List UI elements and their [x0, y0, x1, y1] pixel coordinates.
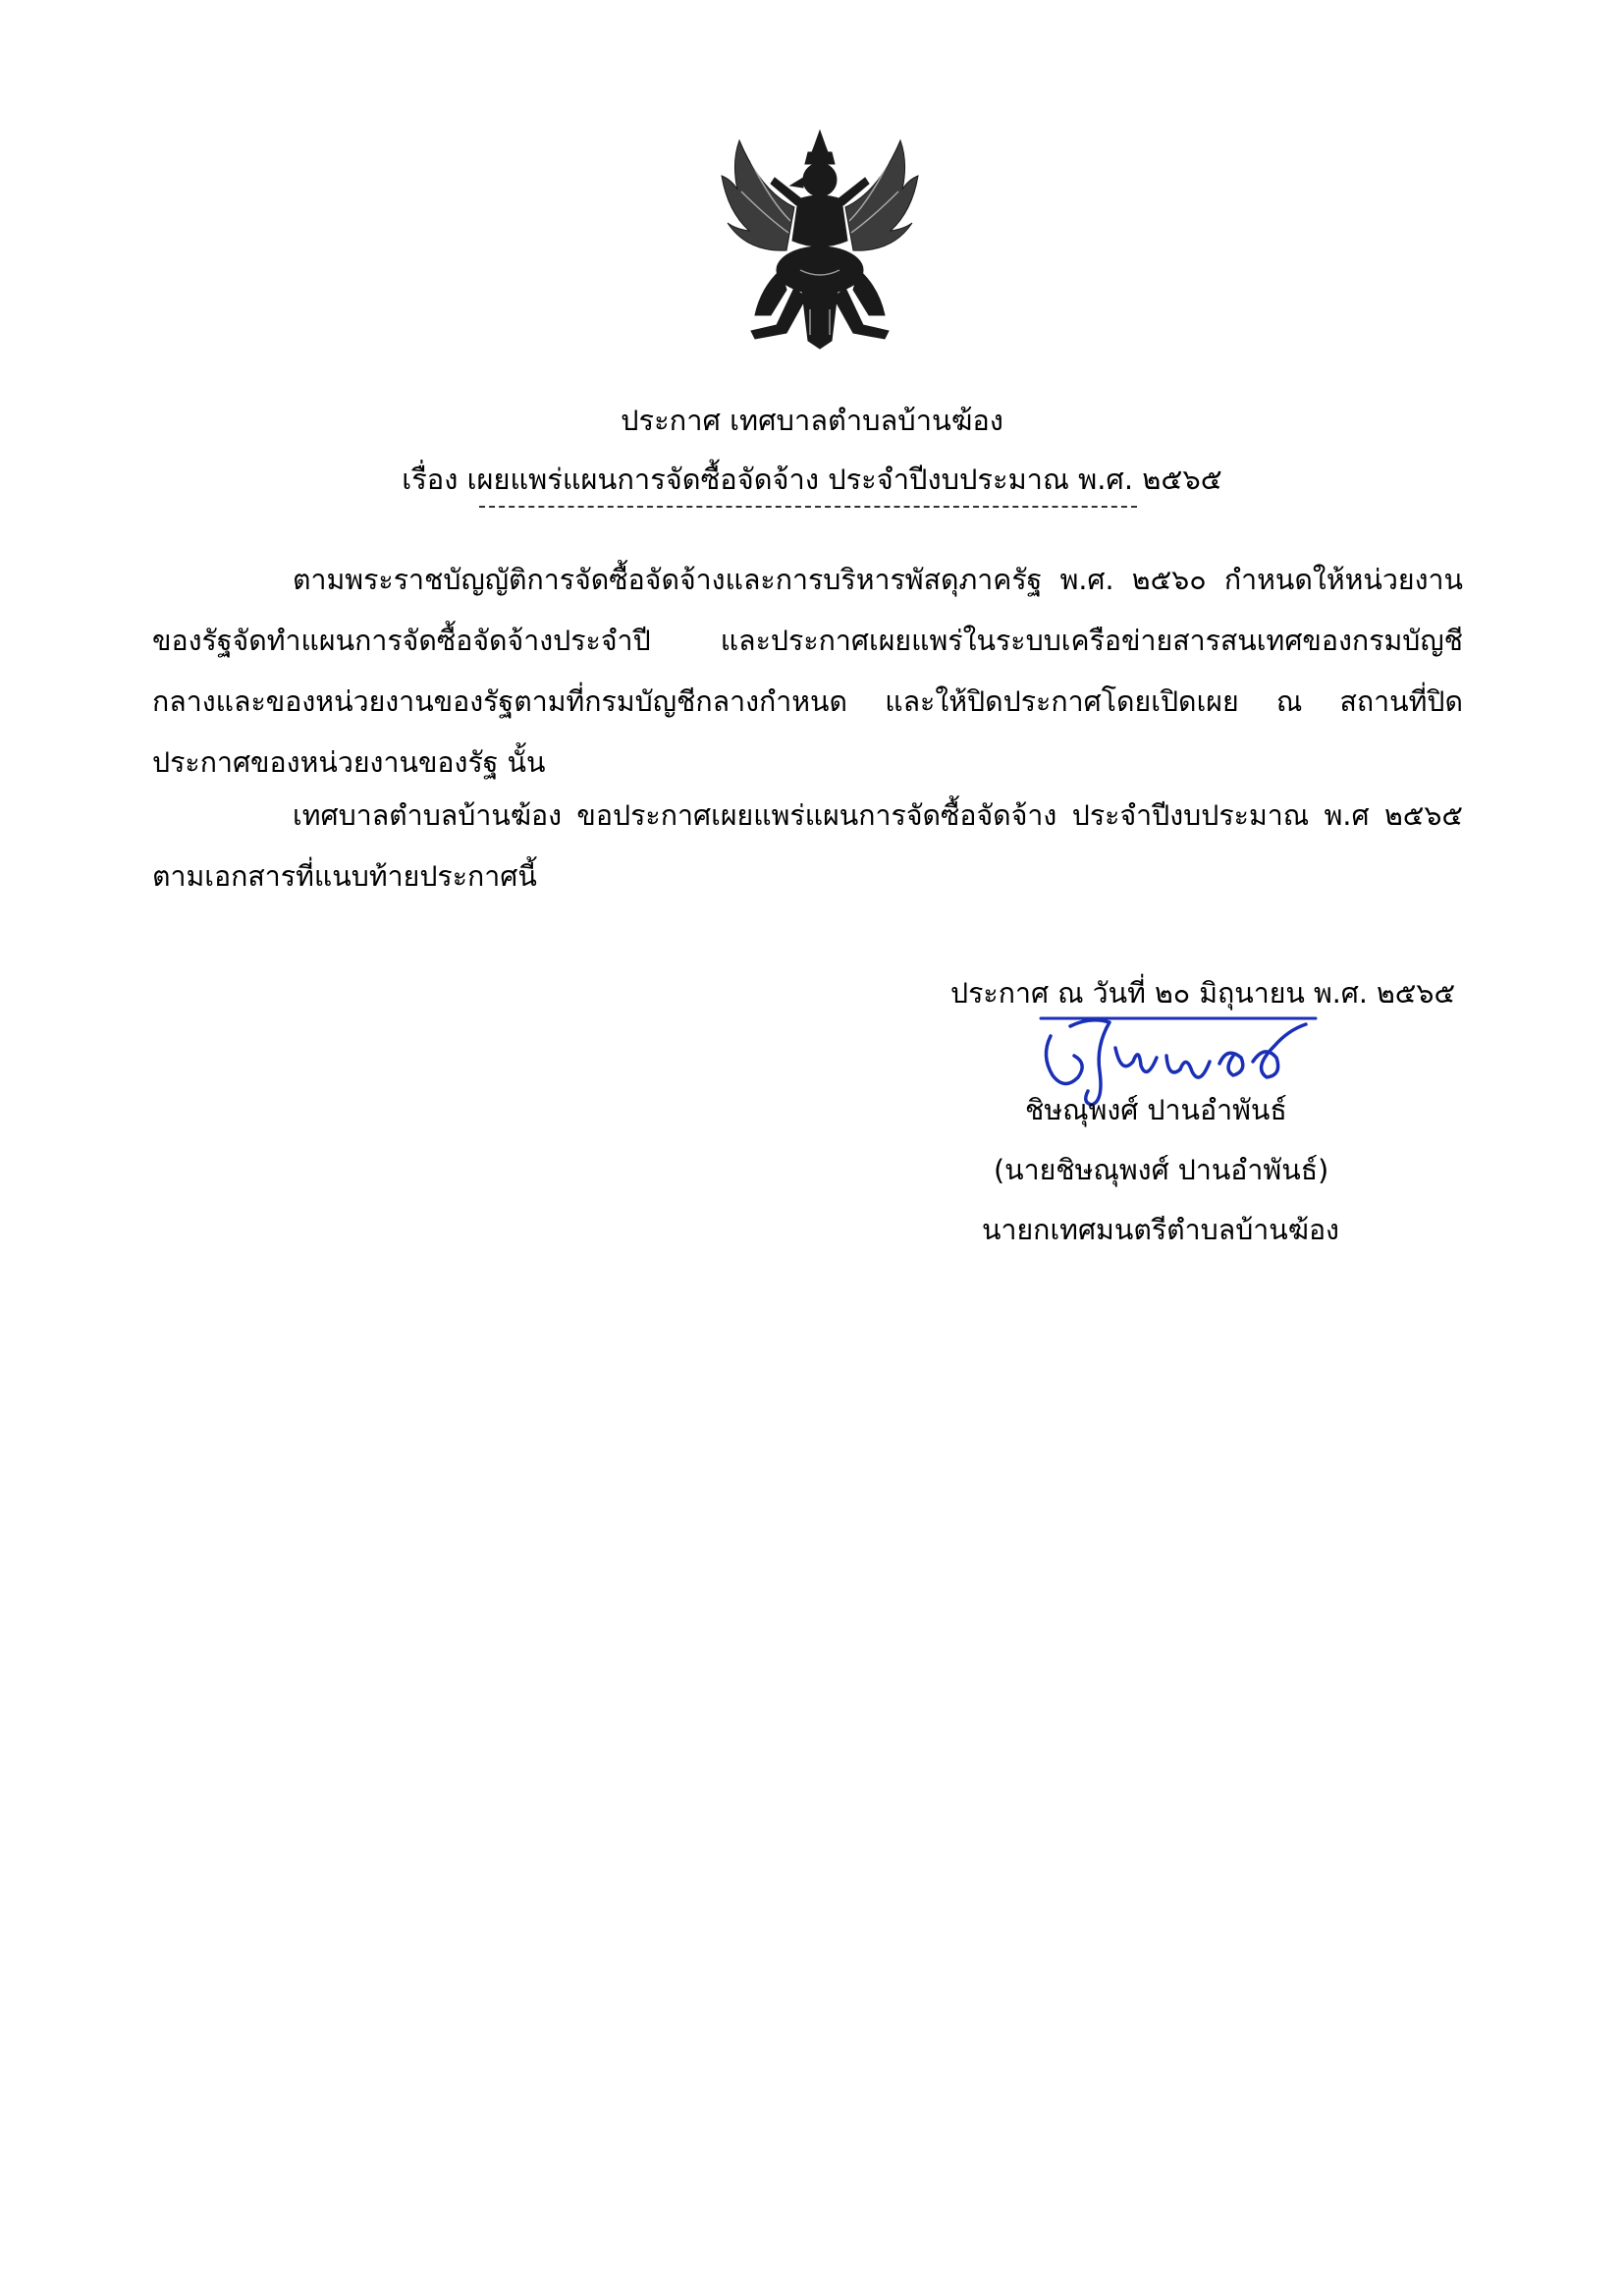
body-paragraph-1: ตามพระราชบัญญัติการจัดซื้อจัดจ้างและการบริหารพัสดุภาครัฐ พ.ศ. ๒๕๖๐ กำหนดให้หน่วยงานของรัฐจัดทำแผนการจัดซื้อจัดจ้างประจำปี และประกาศเผยแพร่ในระบบเครือข่ายสารสนเทศของกรมบัญชีกลางและของหน่วยงานของรัฐตามที่กรมบัญชีกลางกำหนด และให้ปิดประกาศโดยเปิดเผย ณ สถานที่ปิดประกาศของหน่วยงานของรัฐ นั้น — [152, 564, 1463, 779]
signer-position: นายกเทศมนตรีตำบลบ้านฆ้อง — [982, 1214, 1339, 1246]
body-paragraph-2: เทศบาลตำบลบ้านฆ้อง ขอประกาศเผยแพร่แผนการจัดซื้อจัดจ้าง ประจำปีงบประมาณ พ.ศ ๒๕๖๕ ตามเอกสารที่แนบท้ายประกาศนี้ — [152, 799, 1463, 893]
announcement-title: ประกาศ เทศบาลตำบลบ้านฆ้อง — [621, 404, 1003, 437]
announcement-subject: เรื่อง เผยแพร่แผนการจัดซื้อจัดจ้าง ประจำปีงบประมาณ พ.ศ. ๒๕๖๕ — [402, 463, 1222, 496]
signer-name: ชิษณุพงศ์ ปานอำพันธ์ — [1025, 1094, 1287, 1126]
heading-divider — [479, 506, 1137, 508]
announcement-date: ประกาศ ณ วันที่ ๒๐ มิถุนายน พ.ศ. ๒๕๖๕ — [950, 977, 1456, 1010]
garuda-emblem-icon — [692, 123, 947, 358]
signer-full-name: (นายชิษณุพงศ์ ปานอำพันธ์) — [994, 1154, 1329, 1186]
